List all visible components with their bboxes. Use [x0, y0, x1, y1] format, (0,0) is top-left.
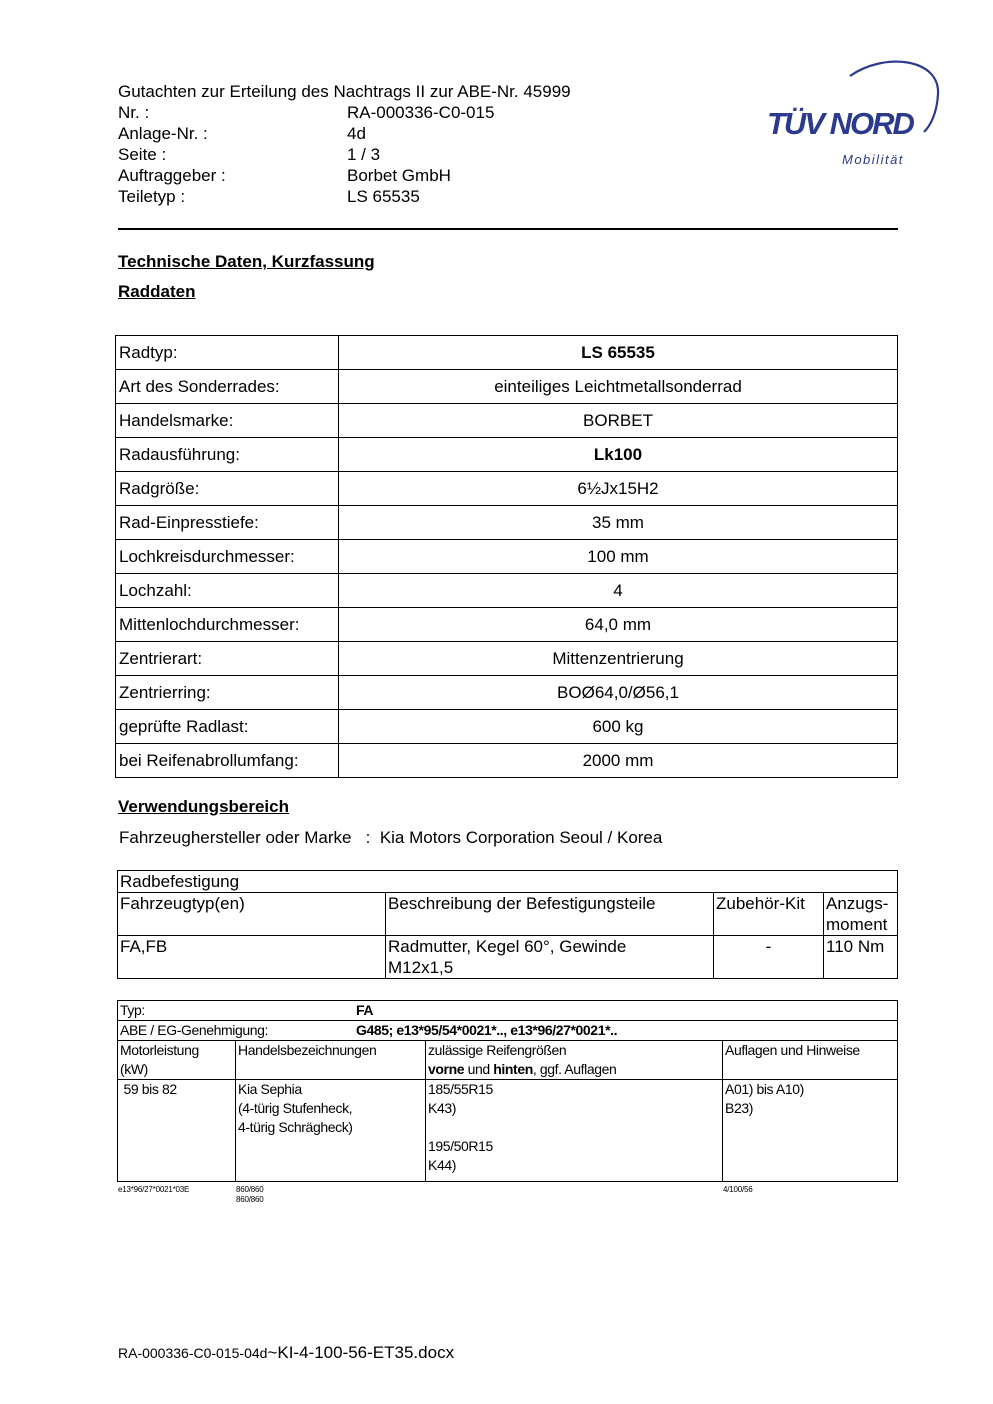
- header-text: Anzugs-: [826, 894, 889, 913]
- row-label: bei Reifenabrollumfang:: [116, 744, 339, 778]
- code-note: 860/860: [236, 1185, 264, 1194]
- row-label: Radtyp:: [116, 336, 339, 370]
- header-row-teiletyp: [118, 186, 571, 207]
- row-value: 6½Jx15H2: [339, 472, 898, 506]
- row-label: Handelsmarke:: [116, 404, 339, 438]
- usage-label: Fahrzeughersteller oder Marke: [119, 828, 352, 847]
- document-header: [118, 81, 571, 207]
- section-raddaten: Raddaten: [118, 282, 196, 301]
- cell-reifen: [426, 1080, 723, 1182]
- table-row: [116, 744, 898, 778]
- cell-spacer: [428, 1118, 720, 1137]
- logo-subtitle: Mobilität: [842, 152, 904, 167]
- row-label: Lochzahl:: [116, 574, 339, 608]
- row-value: 64,0 mm: [339, 608, 898, 642]
- row-value: 4: [339, 574, 898, 608]
- usage-value: Kia Motors Corporation Seoul / Korea: [379, 828, 663, 847]
- header-text-bold: hinten: [493, 1061, 533, 1077]
- header-text: moment: [826, 915, 888, 934]
- header-cell-handel: Handelsbezeichnungen: [236, 1041, 426, 1080]
- table-row: [116, 336, 898, 370]
- cell-motor: 59 bis 82: [118, 1080, 236, 1182]
- logo-wordmark: TÜV NORD: [767, 106, 913, 141]
- code-note: 4/100/56: [723, 1185, 753, 1194]
- typ-cell: [118, 1001, 898, 1021]
- row-value: LS 65535: [339, 336, 898, 370]
- row-value: BOØ64,0/Ø56,1: [339, 676, 898, 710]
- table-row: [116, 574, 898, 608]
- table-row: [118, 1080, 898, 1182]
- cell-typ: FA,FB: [118, 936, 386, 979]
- header-cell-anzug: [824, 893, 898, 936]
- table-row: [116, 404, 898, 438]
- cell-desc: [386, 936, 714, 979]
- befestigung-table: [117, 870, 898, 979]
- header-row-nr: [118, 102, 571, 123]
- row-label: Mittenlochdurchmesser:: [116, 608, 339, 642]
- header-text: Motorleistung: [120, 1042, 199, 1058]
- cell-text: B23): [725, 1100, 753, 1116]
- header-cell-motor: [118, 1041, 236, 1080]
- document-title: Gutachten zur Erteilung des Nachtrags II zur ABE-Nr. 45999: [118, 82, 571, 101]
- footer-filename: ~KI-4-100-56-ET35.docx: [267, 1343, 455, 1362]
- header-value: LS 65535: [347, 187, 420, 206]
- section-verwendungsbereich: Verwendungsbereich: [118, 797, 289, 816]
- header-value: RA-000336-C0-015: [347, 103, 495, 122]
- abe-cell: [118, 1021, 898, 1041]
- row-label: Lochkreisdurchmesser:: [116, 540, 339, 574]
- cell-text: M12x1,5: [388, 958, 454, 977]
- tuv-nord-logo: [764, 58, 944, 170]
- cell-kit: -: [714, 936, 824, 979]
- header-text: (kW): [120, 1061, 148, 1077]
- table-row: [116, 608, 898, 642]
- header-text: und: [464, 1061, 494, 1077]
- header-text: zulässige Reifengrößen: [428, 1042, 567, 1058]
- cell-text: 185/55R15: [428, 1081, 493, 1097]
- header-value: 1 / 3: [347, 145, 381, 164]
- row-value: einteiliges Leichtmetallsonderrad: [339, 370, 898, 404]
- row-label: Rad-Einpresstiefe:: [116, 506, 339, 540]
- table-row: [116, 472, 898, 506]
- footer-docid: RA-000336-C0-015-04d: [118, 1345, 268, 1361]
- table-row: [116, 506, 898, 540]
- table-row: [116, 370, 898, 404]
- row-value: 600 kg: [339, 710, 898, 744]
- header-cell: Zubehör-Kit: [714, 893, 824, 936]
- table-header-row: [118, 1041, 898, 1080]
- row-value: Mittenzentrierung: [339, 642, 898, 676]
- typ-value: FA: [356, 1002, 374, 1018]
- row-value: 100 mm: [339, 540, 898, 574]
- header-row-anlage: [118, 123, 571, 144]
- row-label: Art des Sonderrades:: [116, 370, 339, 404]
- row-label: Radausführung:: [116, 438, 339, 472]
- abe-value: G485; e13*95/54*0021*.., e13*96/27*0021*..: [356, 1022, 618, 1038]
- header-label: Seite :: [118, 145, 167, 164]
- section-technische-daten: Technische Daten, Kurzfassung: [118, 252, 375, 271]
- abe-row: [118, 1021, 898, 1041]
- usage-line: [119, 828, 662, 848]
- page-footer: [118, 1343, 454, 1363]
- cell-handel: [236, 1080, 426, 1182]
- header-value: 4d: [347, 124, 366, 143]
- row-value: 2000 mm: [339, 744, 898, 778]
- header-row-seite: [118, 144, 571, 165]
- typ-label: Typ:: [120, 1002, 145, 1018]
- usage-separator: :: [365, 828, 371, 847]
- header-label: Anlage-Nr. :: [118, 124, 208, 143]
- header-cell-auflagen: Auflagen und Hinweise: [723, 1041, 898, 1080]
- row-label: Zentrierring:: [116, 676, 339, 710]
- table-header-row: [118, 893, 898, 936]
- header-label: Auftraggeber :: [118, 166, 226, 185]
- befestigung-title: Radbefestigung: [118, 871, 898, 893]
- table-row: [116, 676, 898, 710]
- code-note: e13*96/27*0021*03E: [118, 1185, 190, 1194]
- typ-table: [117, 1000, 898, 1182]
- row-value: 35 mm: [339, 506, 898, 540]
- cell-text: A01) bis A10): [725, 1081, 804, 1097]
- row-value: BORBET: [339, 404, 898, 438]
- cell-text: Kia Sephia: [238, 1081, 302, 1097]
- row-value: Lk100: [339, 438, 898, 472]
- cell-auflagen: [723, 1080, 898, 1182]
- cell-text: 4-türig Schrägheck): [238, 1119, 353, 1135]
- header-label: Teiletyp :: [118, 187, 186, 206]
- header-cell-reifen: [426, 1041, 723, 1080]
- header-cell: Beschreibung der Befestigungsteile: [386, 893, 714, 936]
- table-row: [116, 540, 898, 574]
- cell-text: Radmutter, Kegel 60°, Gewinde: [388, 937, 627, 956]
- header-text: , ggf. Auflagen: [532, 1061, 617, 1077]
- code-note: 860/860: [236, 1195, 264, 1204]
- header-row-auftraggeber: [118, 165, 571, 186]
- cell-text: K43): [428, 1100, 456, 1116]
- header-cell: Fahrzeugtyp(en): [118, 893, 386, 936]
- typ-row: [118, 1001, 898, 1021]
- raddaten-table: [115, 335, 898, 778]
- cell-text: K44): [428, 1157, 456, 1173]
- cell-text: 195/50R15: [428, 1138, 493, 1154]
- row-label: geprüfte Radlast:: [116, 710, 339, 744]
- table-row: [118, 936, 898, 979]
- cell-moment: 110 Nm: [824, 936, 898, 979]
- row-label: Zentrierart:: [116, 642, 339, 676]
- table-row: [118, 871, 898, 893]
- header-divider: [118, 228, 898, 230]
- table-row: [116, 710, 898, 744]
- table-row: [116, 438, 898, 472]
- table-row: [116, 642, 898, 676]
- header-label: Nr. :: [118, 103, 150, 122]
- header-value: Borbet GmbH: [347, 166, 451, 185]
- header-text-bold: vorne: [428, 1061, 465, 1077]
- row-label: Radgröße:: [116, 472, 339, 506]
- cell-text: (4-türig Stufenheck,: [238, 1100, 353, 1116]
- abe-label: ABE / EG-Genehmigung:: [120, 1022, 269, 1038]
